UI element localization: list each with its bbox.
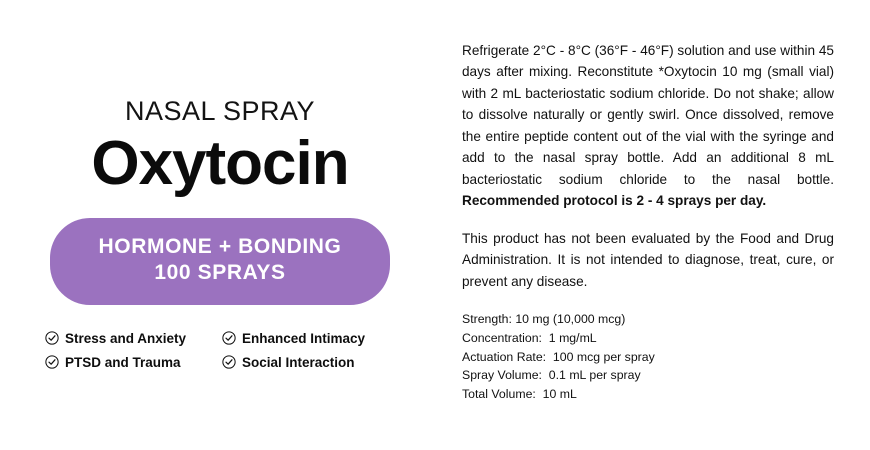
list-item xyxy=(45,331,218,346)
badge-line-1: HORMONE + BONDING xyxy=(98,235,342,259)
specifications xyxy=(462,310,834,403)
list-item xyxy=(222,355,395,370)
spec-strength: Strength: 10 mg (10,000 mcg) xyxy=(462,312,626,327)
check-circle-icon xyxy=(222,331,236,345)
spec-spray-volume: Spray Volume: 0.1 mL per spray xyxy=(462,368,641,383)
feature-label: PTSD and Trauma xyxy=(65,354,181,370)
feature-label: Stress and Anxiety xyxy=(65,330,187,346)
check-circle-icon xyxy=(45,331,59,345)
status-badge xyxy=(50,218,390,305)
spec-concentration: Concentration: 1 mg/mL xyxy=(462,330,597,345)
check-circle-icon xyxy=(45,355,59,369)
right-panel xyxy=(440,0,870,450)
feature-list xyxy=(45,331,395,370)
check-circle-icon xyxy=(222,355,236,369)
spec-total-volume: Total Volume: 10 mL xyxy=(462,386,577,401)
fda-disclaimer: This product has not been evaluated by the Food and Drug Administration. It is not intended to diagnose, treat, cure, or prevent any disease. xyxy=(462,230,834,289)
product-name: Oxytocin xyxy=(91,129,349,198)
list-item xyxy=(222,331,395,346)
badge-line-2: 100 SPRAYS xyxy=(154,261,286,285)
spec-actuation-rate: Actuation Rate: 100 mcg per spray xyxy=(462,349,655,364)
feature-label: Social Interaction xyxy=(242,354,355,370)
feature-label: Enhanced Intimacy xyxy=(242,330,366,346)
directions-protocol: Recommended protocol is 2 - 4 sprays per day. xyxy=(462,193,767,209)
list-item xyxy=(45,355,218,370)
directions-body: Refrigerate 2°C - 8°C (36°F - 46°F) solution and use within 45 days after mixing. Reconstitute *Oxytocin 10 mg (small vial) with 2 mL bacteriostatic sodium chloride. Do not shake; allow to dissolve naturally or gently swirl. Once dissolved, remove the entire peptide content out of the vial with the syringe and add to the nasal spray bottle. Add an additional 8 mL bacteriostatic sodium chloride to the nasal bottle. xyxy=(462,43,834,187)
directions-text xyxy=(462,40,834,212)
product-kind: NASAL SPRAY xyxy=(124,96,316,126)
